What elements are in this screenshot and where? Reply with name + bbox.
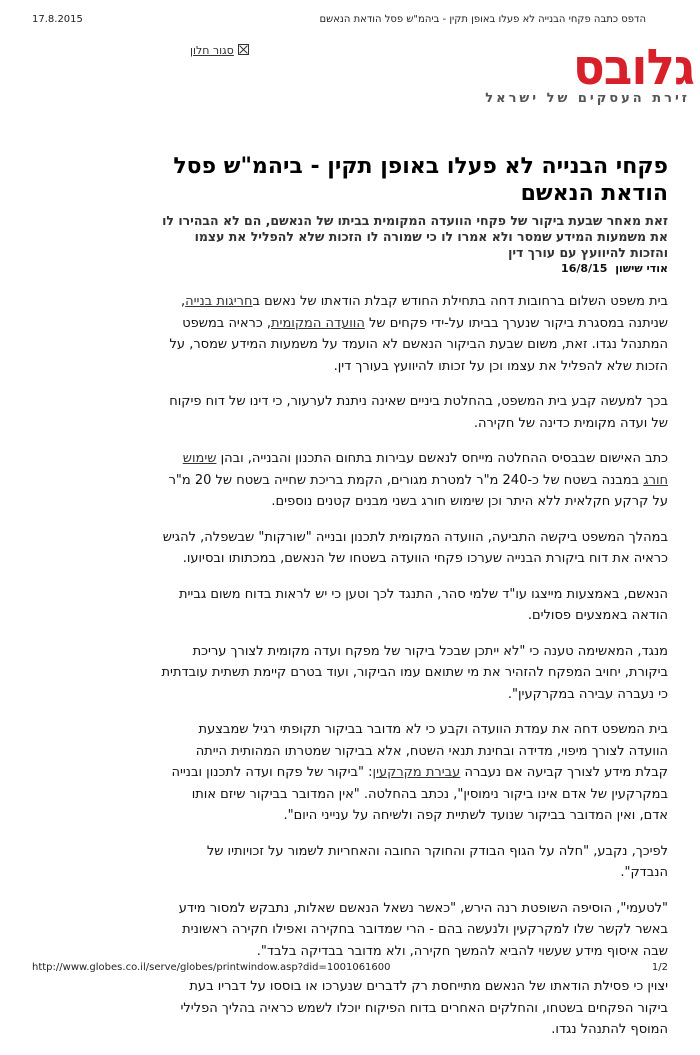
page-number: 1/2 [651,962,668,973]
article [160,153,668,1055]
paragraph: יצוין כי פסילת הודאתו של הנאשם מתייחסת רק לדברים שנערכו או בוססו על דבריו בעת ביקור הפקחים בשטחו, והחלקים האחרים בדוח הפיקוח יוכלו לשמש כראיה בהליך הפלילי המוסף להתנהל נגדו. [180,979,668,1037]
article-date: 16/8/15 [561,262,608,275]
article-byline [160,262,668,276]
link-real-estate-offense[interactable]: עבירת מקרקעין [372,765,461,780]
paragraph: בכך למעשה קבע בית המשפט, בהחלטת ביניים שאינה ניתנת לערעור, כי דינו של דוח פיקוח של ועדה מקומית כדינה של חקירה. [169,394,668,431]
paragraph: לפיכך, נקבע, "חלה על הגוף הבודק והחוקר החובה והאחריות לשמור על זכויותיו של הנבדק". [206,843,668,880]
article-subhead: זאת מאחר שבעת ביקור של פקחי הוועדה המקומית בביתו של הנאשם, הם לא הבהירו לו את משמעות המידע שמסר ולא אמרו לו כי שמורה לו הזכות שלא להפליל את עצמו והזכות להיוועץ עם עורך דין [162,213,668,260]
article-body [160,291,668,1041]
article-headline: פקחי הבנייה לא פעלו באופן תקין - ביהמ"ש פסל הודאת הנאשם [173,154,668,206]
paragraph: כתב האישום שבבסיס ההחלטה מייחס לנאשם עבירות בתחום התכנון והבנייה, ובהן שימוש חורג במבנה בשטח של כ-240 מ"ר למטרת מגורים, הקמת בריכת שחייה בשטח של 20 מ"ר על קרקע חקלאית ללא היתר וכן שימוש חורג בשני מבנים קטנים נוספים. [168,451,668,509]
logo-tagline: זירת העסקים של ישראל [485,91,690,106]
close-window-link[interactable] [190,44,249,57]
globes-logo [452,38,694,112]
print-url: http://www.globes.co.il/serve/globes/printwindow.asp?did=1001061600 [32,962,391,973]
paragraph: הנאשם, באמצעות מייצגו עו"ד שלמי סהר, התנגד לכך וטען כי יש לראות בדוח משום גביית הודאה באמצעים פסולים. [178,586,668,623]
paragraph: במהלך המשפט ביקשה התביעה, הוועדה המקומית לתכנון ובנייה "שורקות" שבשפלה, להגיש כראיה את דוח ביקורת הבנייה שערכו פקחי הוועדה בשטחו של הנאשם, במכתותו ובסיועו. [162,529,668,566]
paragraph: בית המשפט דחה את עמדת הוועדה וקבע כי לא מדובר בביקור תקופתי רגיל שמבצעת הוועדה לצורך מיפוי, מדידה ובחינת תנאי השטח, אלא בביקור שמטרתו המהותית הייתה קבלת מידע לצורך קביעה אם נעברה עבירת מקרקעין: "ביקור של פקח ועדה לתכנון ובנייה במקרקעין של אדם אינו ביקור נימוסין", נכתב בהחלטה. "אין המדובר בביקור שיזם אותו אדם, ואין המדובר בביקור שנועד לשתיית קפה ולשיחה על ענייני היום". [171,722,668,823]
logo-wordmark: גלובס [572,38,694,97]
print-title: הדפס כתבה פקחי הבנייה לא פעלו באופן תקין - ביהמ"ש פסל הודאת הנאשם [319,14,646,25]
close-icon[interactable] [238,44,249,55]
close-window-label[interactable]: סגור חלון [190,44,234,57]
link-building-violations[interactable]: חריגות בנייה [185,294,253,309]
article-author: אודי שישון [615,262,668,275]
link-irregular-use[interactable]: שימוש חורג [182,451,668,488]
paragraph: בית משפט השלום ברחובות דחה בתחילת החודש קבלת הודאתו של נאשם בחריגות בנייה, שניתנה במסגרת ביקור שנערך בביתו על-ידי פקחים של הוועדה המקומית, כראיה במשפט המתנהל נגדו. זאת, משום שבעת הביקור הנאשם לא הועמד על משמעות המידע שמסר, על הזכות שלא להפליל את עצמו וכן על זכותו להיוועץ בעורך דין. [169,294,668,374]
print-header [32,14,668,28]
paragraph: "לטעמי", הוסיפה השופטת רנה הירש, "כאשר נשאל הנאשם שאלות, נתבקש למסור מידע באשר לקשר שלו למקרקעין ולנעשה בהם - הרי שמדובר בחקירה ואפילו חקירה ראשונית שבה איסוף מידע שעשוי להביא להמשך חקירה, ולא מדובר בבדיקה בלבד". [178,900,668,959]
link-local-committee[interactable]: הוועדה המקומית [271,315,365,331]
paragraph: מנגד, המאשימה טענה כי "לא ייתכן שבכל ביקור של מפקח ועדה מקומית לצורך עריכת ביקורת, יחויב המפקח להזהיר את מי שתואם עמו הביקור, ועוד בטרם קיימת תשתית עובדתית כי נעברה עבירה במקרקעין". [161,643,668,702]
print-date: 17.8.2015 [32,14,83,25]
print-footer [32,962,668,976]
